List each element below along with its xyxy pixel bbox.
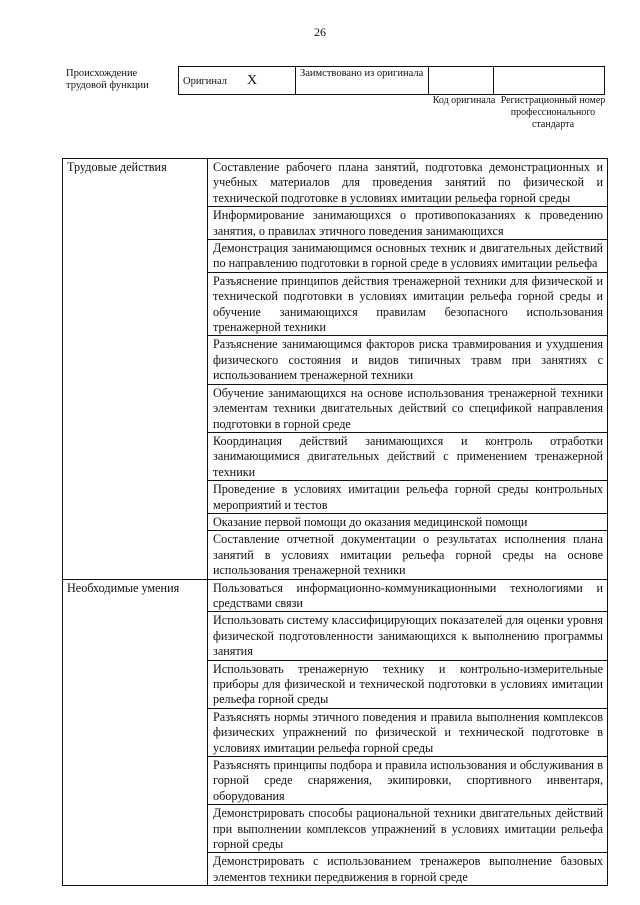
reg-number-cell — [494, 67, 605, 95]
code-caption: Код оригинала — [432, 95, 496, 106]
original-mark: X — [247, 72, 258, 88]
section-title: Трудовые действия — [63, 159, 208, 580]
list-item: Координация действий занимающихся и контроль отработки занимающимися двигательных действий с применением тренажерной техники — [208, 432, 608, 480]
list-item: Демонстрировать с использованием тренажеров выполнение базовых элементов техники передвижения в горной среде — [208, 853, 608, 886]
list-item: Информирование занимающихся о противопоказаниях к проведению занятия, о правилах этичного поведения занимающихся — [208, 207, 608, 240]
list-item: Составление рабочего плана занятий, подготовка демонстрационных и учебных материалов для проведения занятий по физической и технической подготовке в условиях имитации рельефа горной среды — [208, 159, 608, 207]
list-item: Разъяснять принципы подбора и правила использования и обслуживания в горной среде снаряжения, экипировки, спортивного инвентаря, оборудования — [208, 757, 608, 805]
function-table — [62, 158, 608, 886]
table-row — [63, 159, 608, 207]
page-number: 26 — [314, 25, 326, 39]
list-item: Демонстрировать способы рациональной техники двигательных действий при выполнении комплексов упражнений в условиях имитации рельефа горной среды — [208, 805, 608, 853]
table-row — [63, 579, 608, 612]
list-item: Обучение занимающихся на основе использования тренажерной техники элементам техники двигательных действий со спецификой направления подготовки в горной среде — [208, 384, 608, 432]
list-item: Разъяснение принципов действия тренажерной техники для физической и технической подготовки в условиях имитации рельефа горной среды и обучение занимающихся правилам безопасного использования тренажерной техники — [208, 272, 608, 336]
origin-label: Происхождение трудовой функции — [66, 68, 149, 91]
list-item: Составление отчетной документации о результатах исполнения плана занятий в условиях имитации рельефа горной среды на основе использования тренажерной техники — [208, 531, 608, 579]
list-item: Проведение в условиях имитации рельефа горной среды контрольных мероприятий и тестов — [208, 481, 608, 514]
list-item: Демонстрация занимающимся основных техник и двигательных действий по направлению подготовки в горной среде в условиях имитации рельефа — [208, 240, 608, 273]
list-item: Разъяснение занимающимся факторов риска травмирования и ухудшения физического состояния и видов типичных травм при занятиях с использованием тренажерной техники — [208, 336, 608, 384]
list-item: Разъяснять нормы этичного поведения и правила выполнения комплексов физических упражнений по физической и технической подготовке в условиях имитации рельефа горной среды — [208, 708, 608, 756]
origin-table — [178, 66, 605, 95]
section-title: Необходимые умения — [63, 579, 208, 886]
list-item: Оказание первой помощи до оказания медицинской помощи — [208, 513, 608, 530]
list-item: Использовать тренажерную технику и контрольно-измерительные приборы для физической и технической подготовки в условиях имитации рельефа горной среды — [208, 660, 608, 708]
list-item: Использовать систему классифицирующих показателей для оценки уровня физической подготовленности занимающихся к выполнению программы занятия — [208, 612, 608, 660]
original-cell — [179, 67, 296, 95]
list-item: Пользоваться информационно-коммуникационными технологиями и средствами связи — [208, 579, 608, 612]
code-cell — [429, 67, 494, 95]
original-label: Оригинал — [183, 75, 227, 87]
borrowed-cell: Заимствовано из оригинала — [296, 67, 429, 95]
reg-number-caption: Регистрационный номер профессионального стандарта — [500, 95, 606, 130]
